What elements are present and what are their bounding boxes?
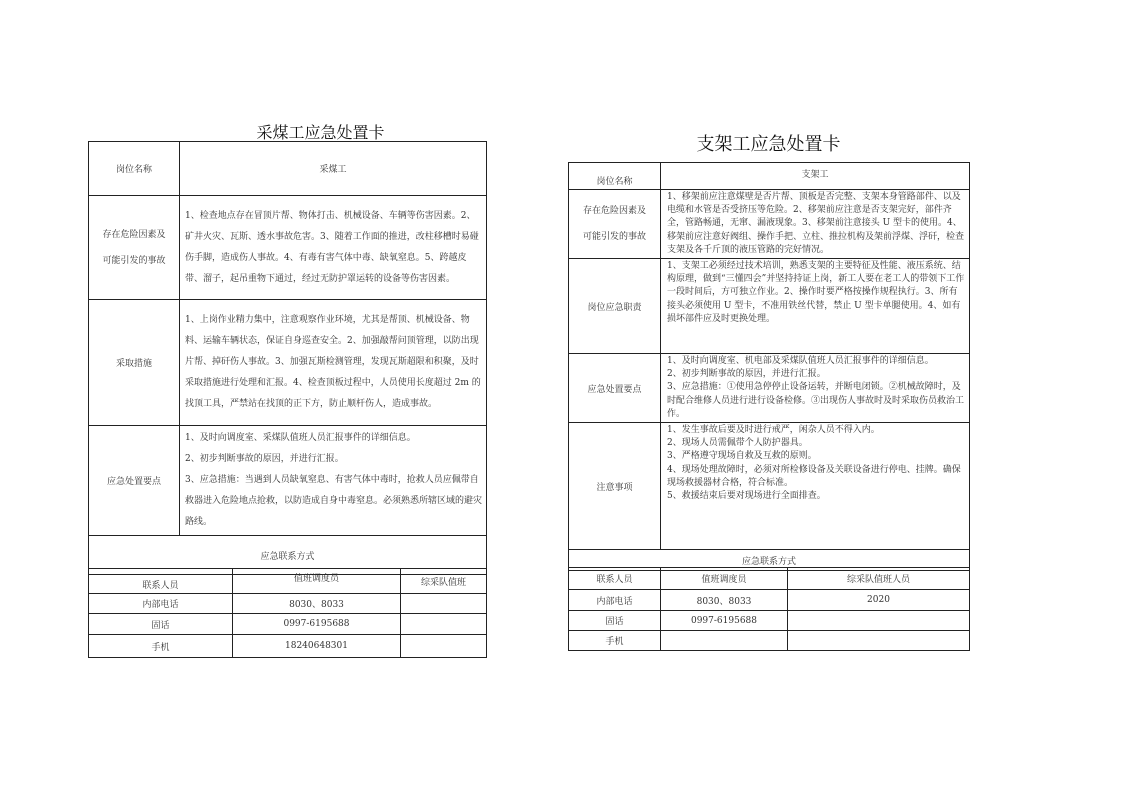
table-row-measures bbox=[89, 300, 487, 426]
right-card-table bbox=[568, 162, 970, 571]
measures-value: 1、上岗作业精力集中，注意观察作业环境，尤其是帮顶、机械设备、物料、运输车辆状态，保证自身巡查安全。2、加强敲帮问顶管理，以防出现片帮、掉矸伤人事故。3、加强瓦斯检测管理，发现瓦斯超限和积聚，及时采取措施进行处理和汇报。4、检查顶板过程中，人员使用长度超过 2m 的找顶工具，严禁站在找顶的正下方，防止顺杆伤人，造成事故。 bbox=[180, 300, 487, 426]
key-point-item: 2、初步判断事故的原因，并进行汇报。 bbox=[667, 369, 826, 380]
key-point-item: 1、及时向调度室、采煤队值班人员汇报事件的详细信息。 bbox=[185, 433, 416, 443]
contact-header: 综采队值班 bbox=[401, 569, 487, 594]
contact-cell: 0997-6195688 bbox=[233, 614, 401, 635]
key-points-value bbox=[661, 354, 970, 423]
notes-label: 注意事项 bbox=[569, 423, 661, 550]
note-item: 1、发生事故后要及时进行戒严，闲杂人员不得入内。 bbox=[667, 425, 880, 436]
contact-row bbox=[569, 631, 970, 651]
table-row-duties bbox=[569, 259, 970, 354]
hazards-label bbox=[89, 196, 180, 300]
contact-cell bbox=[788, 611, 970, 631]
note-item: 2、现场人员需佩带个人防护器具。 bbox=[667, 438, 808, 449]
contact-row bbox=[89, 614, 487, 635]
contact-cell: 0997-6195688 bbox=[661, 611, 788, 631]
key-point-item: 2、初步判断事故的原因，并进行汇报。 bbox=[185, 454, 344, 464]
table-row-hazards bbox=[89, 196, 487, 300]
key-point-item: 3、应急措施：①使用急停停止设备运转，并断电闭锁。②机械故障时，及时配合维修人员进行进行设备检修。③出现伤人事故时及时采取伤员救治工作。 bbox=[667, 382, 965, 419]
contact-header: 值班调度员 bbox=[233, 569, 401, 594]
post-value: 采煤工 bbox=[180, 142, 487, 196]
contact-cell: 2020 bbox=[788, 590, 970, 611]
contact-cell bbox=[661, 631, 788, 651]
post-label: 岗位名称 bbox=[89, 142, 180, 196]
hazards-value: 1、检查地点存在冒顶片帮、物体打击、机械设备、车辆等伤害因素。2、矿井火灾、瓦斯、透水事故危害。3、随着工作面的推进，改柱移槽时易碰伤手脚，造成伤人事故。4、有毒有害气体中毒、缺氧窒息。5、跨越皮带、溜子，起吊重物下通过，经过无防护罩运转的设备等伤害因素。 bbox=[180, 196, 487, 300]
hazards-value: 1、移架前应注意煤壁是否片帮、顶板是否完整、支架本身管路部件、以及电缆和水管是否受挤压等危险。2、移架前应注意是否支架完好，部件齐全，管路畅通，无窜、漏液现象。3、移架前注意接头 U 型卡的使用。4、移架前应注意好阀组、操作手把、立柱、推拉机构及架前浮煤、浮矸，检查支架及各千斤顶的液压管路的完好情况。 bbox=[661, 190, 970, 259]
contact-row bbox=[569, 590, 970, 611]
contact-cell: 固话 bbox=[569, 611, 661, 631]
measures-label: 采取措施 bbox=[89, 300, 180, 426]
right-contact-table bbox=[568, 567, 970, 651]
left-card-table bbox=[88, 141, 487, 575]
contact-header-row bbox=[569, 568, 970, 590]
duties-label: 岗位应急职责 bbox=[569, 259, 661, 354]
contact-cell: 固话 bbox=[89, 614, 233, 635]
notes-value bbox=[661, 423, 970, 550]
contact-cell: 8030、8033 bbox=[661, 590, 788, 611]
post-label: 岗位名称 bbox=[569, 163, 661, 190]
hazards-label bbox=[569, 190, 661, 259]
contact-header-row bbox=[89, 569, 487, 594]
contact-cell bbox=[401, 614, 487, 635]
table-row-post bbox=[569, 163, 970, 190]
contact-row bbox=[89, 594, 487, 614]
table-row-key-points bbox=[89, 426, 487, 536]
contact-row bbox=[569, 611, 970, 631]
contact-header: 值班调度员 bbox=[661, 568, 788, 590]
contact-cell bbox=[788, 631, 970, 651]
note-item: 5、救援结束后要对现场进行全面排查。 bbox=[667, 491, 826, 502]
contact-cell: 内部电话 bbox=[89, 594, 233, 614]
contact-cell: 手机 bbox=[569, 631, 661, 651]
table-row-key-points bbox=[569, 354, 970, 423]
contact-header: 联系人员 bbox=[569, 568, 661, 590]
contact-cell: 18240648301 bbox=[233, 635, 401, 658]
table-row-notes bbox=[569, 423, 970, 550]
contact-heading: 应急联系方式 bbox=[89, 536, 487, 575]
table-row-post bbox=[89, 142, 487, 196]
contact-heading: 应急联系方式 bbox=[569, 550, 970, 571]
contact-cell bbox=[401, 635, 487, 658]
key-point-item: 3、应急措施：当遇到人员缺氧窒息、有害气体中毒时，抢救人员应佩带自救器进入危险地点抢救，以防造成自身中毒窒息。必须熟悉所辖区域的避灾路线。 bbox=[185, 475, 483, 527]
contact-header: 联系人员 bbox=[89, 569, 233, 594]
post-value: 支架工 bbox=[661, 163, 970, 190]
key-points-value bbox=[180, 426, 487, 536]
hazards-label-line1: 存在危险因素及 bbox=[582, 206, 646, 216]
note-item: 3、严格遵守现场自救及互救的原则。 bbox=[667, 451, 817, 462]
contact-cell: 内部电话 bbox=[569, 590, 661, 611]
contact-row bbox=[89, 635, 487, 658]
hazards-label-line2: 可能引发的事故 bbox=[582, 232, 646, 242]
table-row-hazards bbox=[569, 190, 970, 259]
contact-cell: 8030、8033 bbox=[233, 594, 401, 614]
note-item: 4、现场处理故障时，必须对所检修设备及关联设备进行停电、挂牌。确保现场救援器材合格，符合标准。 bbox=[667, 464, 961, 488]
contact-cell: 手机 bbox=[89, 635, 233, 658]
key-point-item: 1、及时向调度室、机电部及采煤队值班人员汇报事件的详细信息。 bbox=[667, 356, 934, 367]
contact-cell bbox=[401, 594, 487, 614]
hazards-label-line2: 可能引发的事故 bbox=[102, 255, 166, 266]
hazards-label-line1: 存在危险因素及 bbox=[102, 229, 166, 240]
left-card-title: 采煤工应急处置卡 bbox=[256, 123, 385, 142]
right-card-title: 支架工应急处置卡 bbox=[696, 134, 841, 155]
left-contact-table bbox=[88, 568, 487, 658]
key-points-label: 应急处置要点 bbox=[89, 426, 180, 536]
key-points-label: 应急处置要点 bbox=[569, 354, 661, 423]
contact-header: 综采队值班人员 bbox=[788, 568, 970, 590]
duties-value: 1、支架工必须经过技术培训，熟悉支架的主要特征及性能、液压系统、结构原理，做到“三懂四会”并坚持持证上岗，新工人要在老工人的带领下工作一段时间后，方可独立作业。2、操作时要严格按操作规程执行。3、所有接头必须使用 U 型卡，不准用铁丝代替，禁止 U 型卡单腿使用。4、如有损坏部件应及时更换处理。 bbox=[661, 259, 970, 354]
